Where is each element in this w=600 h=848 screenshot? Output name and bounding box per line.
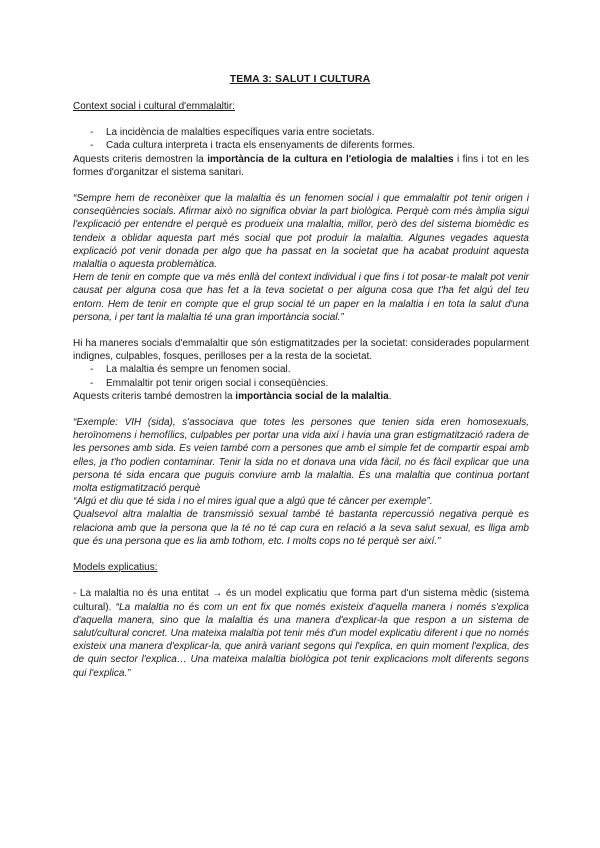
paragraph-culture-importance [73, 153, 529, 179]
paragraph-text: Aquests criteris també demostren la [73, 390, 236, 402]
list-item: - La incidència de malalties específiques varia entre societats. [73, 126, 529, 139]
quote-vih-example: “Exemple: VIH (sida), s'associava que totes les persones que tenien sida eren homosexuals, heroïnomens i hemofílics, culpables per portar una vida així i havia una gran estigmatització radera de les persones amb sida. Es veien també com a persones que amb el simple fet de compartir espai amb elles, ja t'ho podien contaminar. Tenir la sida no et donava una vida fàcil, no és fàcil explicar que una persona té sida encara que puguis conviure amb la malaltia. És una malaltia que continua portant molta estigmatització perquè [73, 417, 529, 495]
section-heading-models: Models explicatius: [73, 562, 158, 574]
paragraph-explanatory-model [73, 587, 529, 679]
paragraph-text: i fins i tot en les formes d'organitzar el sistema sanitari. [73, 153, 530, 178]
bold-phrase: importància de la cultura en l'etiologia de malalties [207, 153, 454, 165]
paragraph-text: . [388, 390, 392, 402]
document-title: TEMA 3: SALUT I CULTURA [229, 73, 371, 85]
quote-social-context: Hem de tenir en compte que va més enllà del context individual i que fins i tot posar-te malalt pot venir causat per alguna cosa que has fet a la teva societat o per alguna cosa que t'ha fet algú del teu entorn. Hem de tenir en compte que el grup social té un paper en la malaltia i en tota la salut d'una persona, i per tant la malaltia té una gran importància social.” [73, 272, 529, 323]
quote-vih-comparison: “Algú et diu que té sida i no el mires igual que a algú que té càncer per exemple”. [73, 496, 433, 508]
list-item: - Emmalaltir pot tenir origen social i conseqüències. [73, 377, 529, 390]
bullet-list-stigma [73, 363, 529, 389]
list-item: - La malaltia és sempre un fenomen social. [73, 363, 529, 376]
bullet-list-context [73, 126, 529, 152]
section-heading-context: Context social i cultural d'emmalaltir: [73, 101, 235, 112]
paragraph-text: Aquests criteris demostren la [73, 153, 208, 165]
italic-quote: “La malaltia no és com un ent fix que només existeix d'aquella manera i només s'explica d'aquella manera, sino que la malaltia és una manera d'explicar-la que respon a un sistema de salut/cultural concret. Una mateixa malaltia pot tenir més d'un model explicatiu diferent i que no només existeix una manera d'explicar-la, que anirà variant segons qui l'explica, en quin moment l'explica, des de quin sector l'explica… Una mateixa malaltia biològica pot tenir explicacions molt diferents segons qui l'explica.” [73, 601, 529, 679]
quote-social-phenomenon: “Sempre hem de reconèixer que la malaltia és un fenomen social i que emmalaltir pot tenir origen i conseqüències socials. Afirmar això no significa obviar la part biològica. Perquè com més àmplia sigui l'explicació per entendre el perquè es produeix una malaltia, millor, però des del sistema biomèdic es tendeix a oblidar aquesta part més social que pot produir la malaltia. Algunes vegades aquesta explicació pot venir donada per algo que ha passat en la societat que ha acabat produint aquesta malaltia o aquesta problemàtica. [73, 193, 529, 271]
list-item: - Cada cultura interpreta i tracta els ensenyaments de diferents formes. [73, 139, 529, 152]
document-body [73, 100, 529, 680]
paragraph-text: - La malaltia no és una entitat → és un model explicatiu que forma part d'un sistema mèdic (sistema cultural). [73, 588, 529, 613]
quote-sexual-transmission: Qualsevol altra malaltia de transmissió sexual també té bastanta repercussió negativa perquè es relaciona amb que la persona que la té no té cap cura en relació a la seva salut sexual, es lliga amb que és una persona que es lia amb tothom, etc. I molts cops no té perquè ser així.” [73, 509, 529, 547]
bold-phrase: importància social de la malaltia [235, 390, 389, 402]
paragraph-stigma-intro: Hi ha maneres socials d'emmalaltir que són estigmatitzades per la societat: considerades popularment indignes, culpables, fosques, perilloses per a la resta de la societat. [73, 338, 529, 363]
paragraph-social-importance [73, 390, 529, 403]
